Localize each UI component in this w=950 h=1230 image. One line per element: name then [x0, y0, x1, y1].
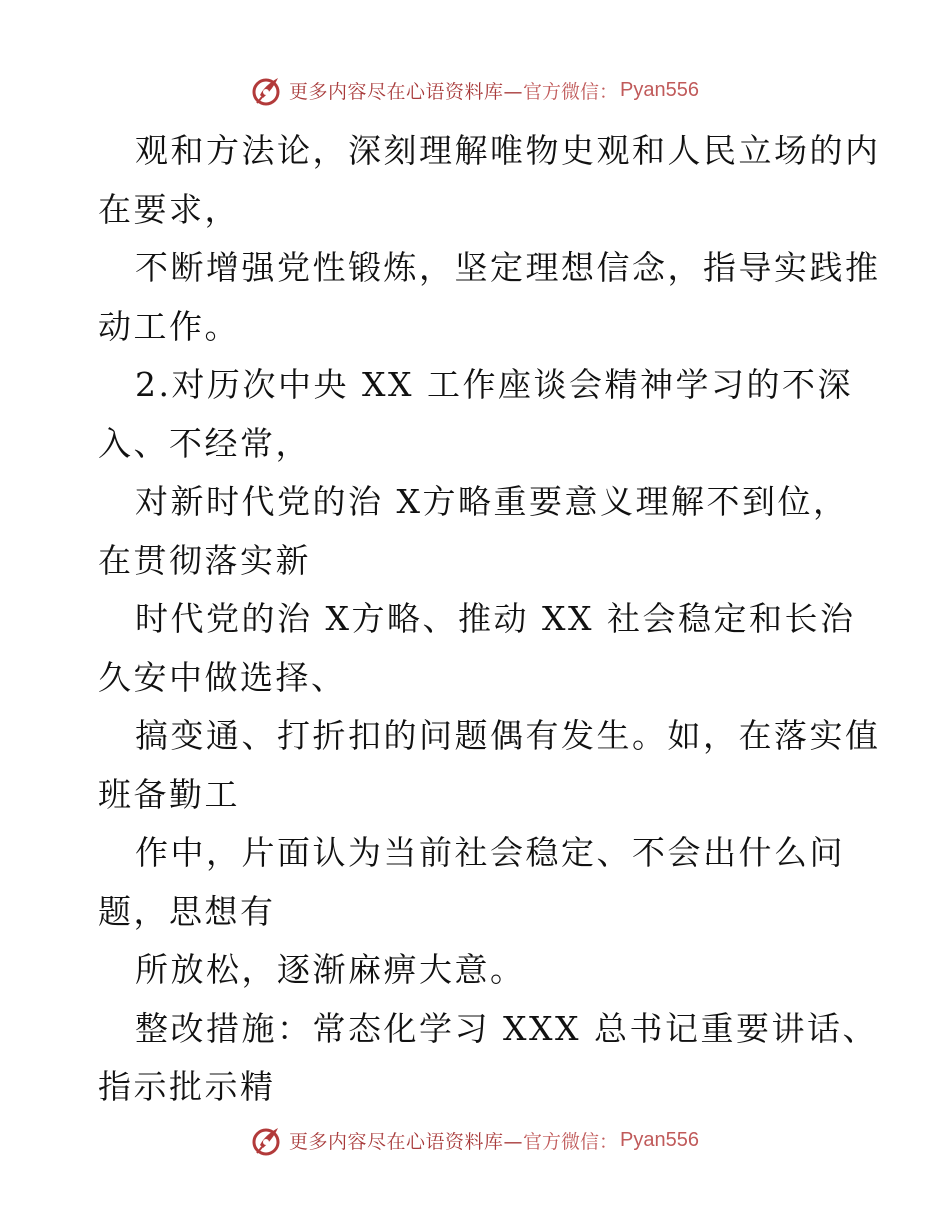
text-line: 班备勤工: [98, 774, 240, 814]
text-line: 所放松，逐渐麻痹大意。: [135, 950, 526, 989]
text-line: 作中，片面认为当前社会稳定、不会出什么问: [135, 833, 845, 872]
text-line: 时代党的治 X方略、推动 XX 社会稳定和长治: [135, 599, 856, 638]
text-line: 题，思想有: [98, 891, 276, 931]
text-line: 在要求，: [98, 189, 240, 229]
text-line: 动工作。: [98, 306, 240, 346]
watermark-account: Pyan556: [620, 1128, 699, 1151]
text-line: 2.对历次中央 XX 工作座谈会精神学习的不深: [135, 365, 853, 404]
text-line: 久安中做选择、: [98, 657, 347, 697]
text-line: 整改措施：常态化学习 XXX 总书记重要讲话、: [135, 1008, 878, 1048]
header-watermark: [0, 70, 950, 110]
watermark-wechat-label: 官方微信：: [523, 1130, 619, 1153]
text-line: 入、不经常，: [98, 423, 311, 463]
text-line: 指示批示精: [98, 1067, 276, 1106]
text-line: 不断增强党性锻炼，坚定理想信念，指导实践推: [135, 248, 881, 287]
quill-logo-icon: [251, 73, 285, 107]
quill-logo-icon: [251, 1123, 285, 1157]
text-line: 在贯彻落实新: [98, 540, 311, 580]
watermark-wechat-label: 官方微信：: [523, 80, 619, 103]
document-body: [98, 122, 881, 1117]
footer-watermark: [0, 1120, 950, 1160]
text-line: 观和方法论，深刻理解唯物史观和人民立场的内: [135, 131, 881, 170]
watermark-account: Pyan556: [620, 78, 699, 101]
watermark-text: 更多内容尽在心语资料库—: [289, 80, 524, 103]
text-line: 搞变通、打折扣的问题偶有发生。如，在落实值: [135, 716, 881, 755]
text-line: 对新时代党的治 X方略重要意义理解不到位，: [135, 482, 849, 521]
watermark-text: 更多内容尽在心语资料库—: [289, 1130, 524, 1153]
